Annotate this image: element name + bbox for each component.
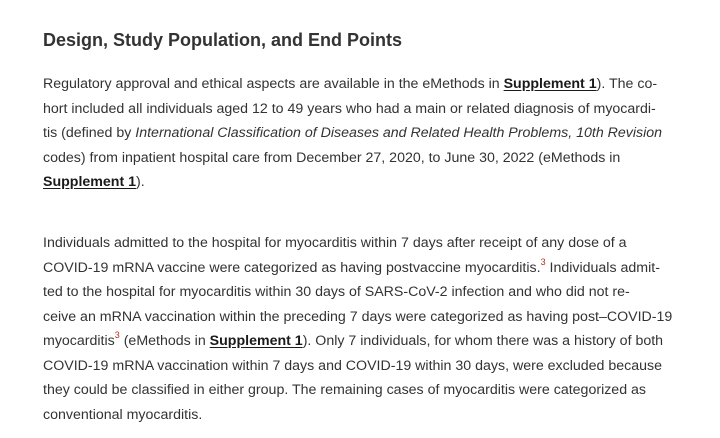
supplement-link[interactable]: Supplement 1	[209, 333, 303, 349]
text-run: myocarditis	[43, 333, 115, 349]
text-line: COVID-19 mRNA vaccination within 7 days and COVID-19 within 30 days, were excluded because	[43, 357, 663, 374]
text-line: hort included all individuals aged 12 to 49 years who had a main or related diagnosis of myocardi-	[43, 100, 656, 117]
text-line: ceive an mRNA vaccination within the preceding 7 days were categorized as having post–COVID-19	[43, 308, 673, 325]
text-run: ).	[136, 174, 145, 190]
text-line: Individuals admitted to the hospital for myocarditis within 7 days after receipt of any dose of a	[43, 235, 627, 251]
supplement-link[interactable]: Supplement 1	[43, 174, 137, 190]
text-run: COVID-19 mRNA vaccine were categorized as having postvaccine myocarditis.	[43, 259, 541, 276]
reference-citation[interactable]: 3	[114, 330, 120, 340]
text-line	[43, 121, 683, 146]
paragraph-categorization	[43, 231, 683, 427]
text-run: Individuals admit-	[545, 259, 660, 276]
text-line: conventional myocarditis.	[43, 406, 203, 423]
text-line	[43, 72, 683, 97]
text-line: ted to the hospital for myocarditis within 30 days of SARS-CoV-2 infection and who did not re-	[43, 284, 630, 300]
reference-citation[interactable]: 3	[540, 256, 546, 267]
text-line	[43, 256, 683, 281]
text-line: they could be classified in either group. The remaining cases of myocarditis were categorized as	[43, 382, 647, 398]
text-run: Regulatory approval and ethical aspects are available in the eMethods in	[43, 76, 504, 92]
text-line	[43, 329, 683, 354]
text-line	[43, 170, 683, 195]
paragraph-regulatory	[43, 72, 683, 195]
section-heading: Design, Study Population, and End Points	[43, 30, 403, 50]
text-run: ). Only 7 individuals, for whom there was a history of both	[302, 333, 664, 349]
supplement-link[interactable]: Supplement 1	[503, 76, 597, 92]
text-line: codes) from inpatient hospital care from December 27, 2020, to June 30, 2022 (eMethods in	[43, 149, 621, 166]
icd-title-italic: International Classification of Diseases and Related Health Problems, 10th Revision	[135, 125, 663, 141]
text-run: tis (defined by	[43, 125, 136, 141]
text-run: (eMethods in	[119, 333, 210, 349]
text-run: ). The co-	[596, 76, 658, 92]
